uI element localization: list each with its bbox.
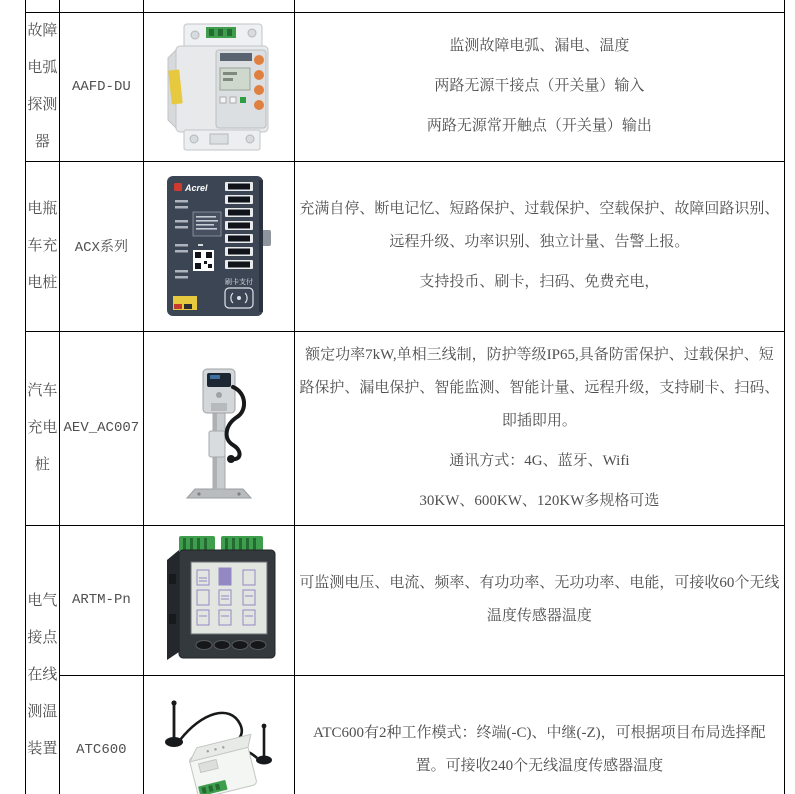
acx-product-photo-icon (165, 174, 273, 318)
image-cell (143, 525, 294, 675)
image-cell (143, 12, 294, 161)
desc-line: 额定功率7kW,单相三线制，防护等级IP65,具备防雷保护、过载保护、短路保护、漏电保护、智能监测、智能计量、远程升级，支持刷卡、扫码、即插即用。 (299, 346, 780, 429)
receiver-box (187, 734, 263, 794)
table-row-cutoff-bottom (26, 675, 785, 794)
table-row (26, 331, 785, 525)
aafd-du-product-photo-icon (154, 18, 284, 156)
atc600-product-photo-icon (144, 690, 294, 794)
desc-line: 30KW、600KW、120KW多规格可选 (419, 492, 660, 509)
empty-cell (59, 0, 143, 12)
image-cell (143, 675, 294, 794)
description-cell (294, 675, 784, 794)
description-cell (294, 525, 784, 675)
desc-line: 监测故障电弧、漏电、温度 (449, 38, 630, 54)
artm-pn-product-photo-icon (157, 534, 281, 666)
model-cell: ACX系列 (59, 161, 143, 331)
desc-line: 可监测电压、电流、频率、有功功率、无功功率、电能，可接收60个无线温度传感器温度 (299, 575, 780, 624)
category-cell-arc-fault-detector: 故障 电弧 探测 器 (26, 12, 60, 161)
antenna-icon (256, 724, 272, 765)
acx-brand-label: Acrel (184, 183, 208, 193)
product-spec-table (25, 0, 785, 794)
desc-line: 两路无源干接点（开关量）输入 (434, 78, 645, 94)
empty-cell (26, 0, 60, 12)
empty-cell (143, 0, 294, 12)
table-row-cutoff-top (26, 0, 785, 12)
desc-line: 充满自停、断电记忆、短路保护、过载保护、空载保护、故障回路识别、远程升级、功率识别、独立计量、告警上报。 (299, 201, 780, 250)
table-row (26, 525, 785, 675)
desc-line: 通讯方式：4G、蓝牙、Wifi (449, 452, 630, 469)
model-cell: ARTM-Pn (59, 525, 143, 675)
desc-line: ATC600有2种工作模式：终端(-C)、中继(-Z)，可根据项目布局选择配置。可接收240个无线温度传感器温度 (313, 725, 766, 774)
acx-pay-label: 刷卡支付 (224, 278, 253, 286)
charging-port-windows (225, 182, 253, 269)
model-cell: AEV_AC007 (59, 331, 143, 525)
description-cell (294, 331, 784, 525)
desc-line: 支持投币、刷卡，扫码、免费充电， (419, 274, 660, 290)
model-cell: ATC600 (59, 675, 143, 794)
category-cell-temperature-device: 电气 接点 在线 测温 装置 (26, 525, 60, 794)
image-cell (143, 161, 294, 331)
category-cell-car-charger: 汽车 充电 桩 (26, 331, 60, 525)
description-cell (294, 161, 784, 331)
description-cell (294, 12, 784, 161)
model-cell: AAFD-DU (59, 12, 143, 161)
image-cell (143, 331, 294, 525)
table-row (26, 161, 785, 331)
category-cell-ebike-charger: 电瓶 车充 电桩 (26, 161, 60, 331)
table-row (26, 12, 785, 161)
aev-product-photo-icon (159, 353, 279, 503)
desc-line: 两路无源常开触点（开关量）输出 (426, 118, 652, 134)
empty-cell (294, 0, 784, 12)
product-spec-table-sheet (25, 0, 785, 794)
